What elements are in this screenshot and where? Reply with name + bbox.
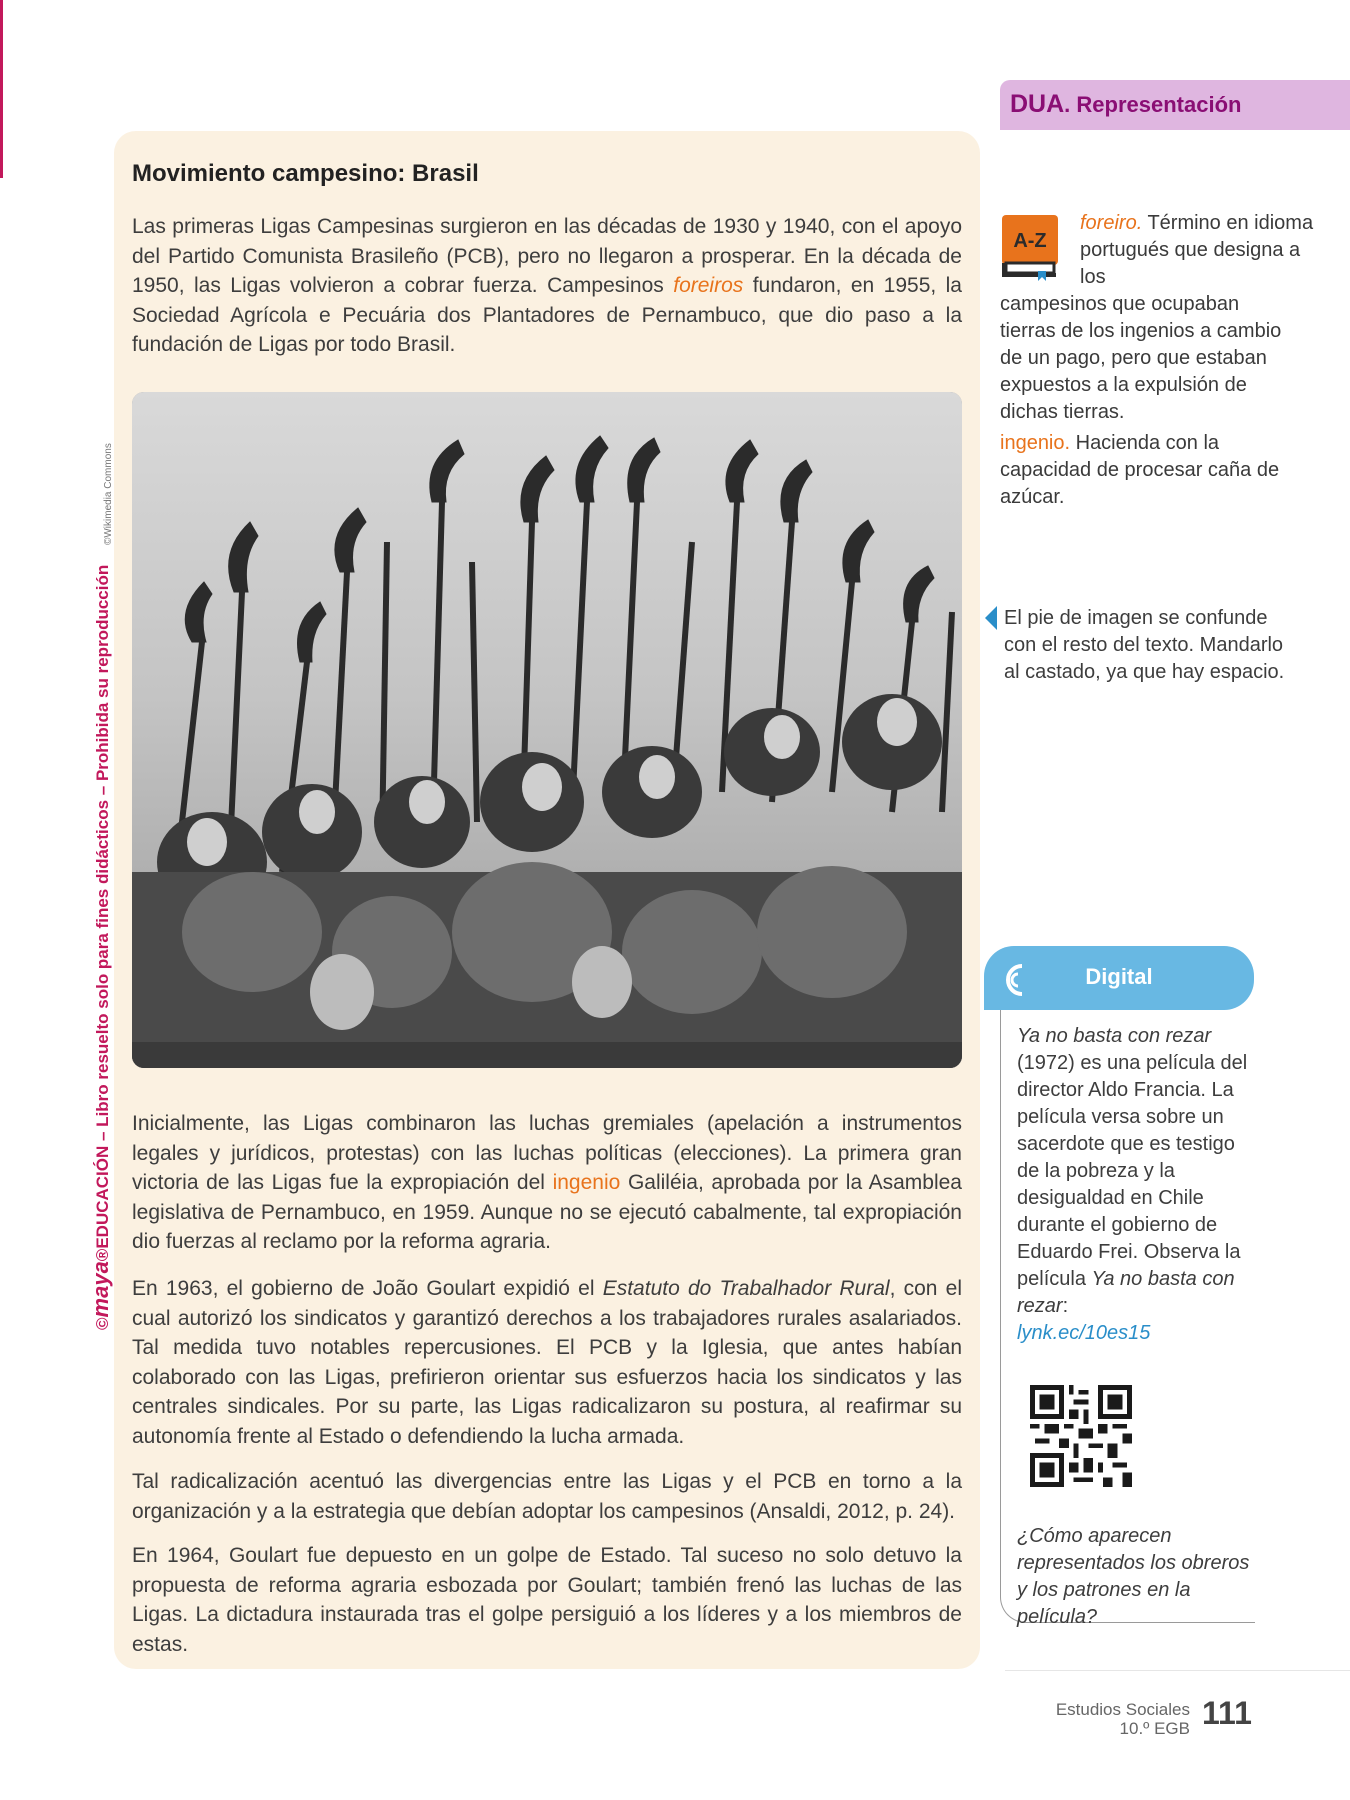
- footer-divider: [1005, 1670, 1350, 1671]
- digital-question: ¿Cómo aparecen representados los obreros y los patrones en la película?: [1017, 1525, 1250, 1628]
- copyright-notice: [88, 430, 113, 1330]
- glossary-definition-foreiro: campesinos que ocupaban tierras de los ingenios a cambio de un pago, pero que estaban expuestos a la expulsión de dichas tierras.: [1000, 293, 1282, 423]
- glossary-entry-ingenio: ingenio. Hacienda con la capacidad de procesar caña de azúcar.: [1000, 432, 1280, 508]
- dua-subtitle: . Representación: [1064, 92, 1242, 117]
- photo-credit: ©Wikimedia Commons: [103, 443, 114, 545]
- dua-banner: [1000, 80, 1350, 130]
- paragraph-2: Inicialmente, las Ligas combinaron las luchas gremiales (apelación a instrumentos legales y jurídicos, protestas) con las luchas políticas (elecciones). La primera gran victoria de las Ligas fue la expropiación del ingenio Galiléia, aprobada por la Asamblea legislativa de Pernambuco, en 1959. Aunque no se ejecutó cabalmente, tal expropiación dio fuerzas al reclamo por la reforma agraria.: [132, 1112, 962, 1253]
- section-title: Movimiento campesino: Brasil: [132, 160, 479, 187]
- rights-text: ®EDUCACIÓN – Libro resuelto solo para fines didácticos – Prohibida su reproducción: [93, 564, 112, 1262]
- brand-logo: maya: [88, 1261, 113, 1318]
- paragraph-3: En 1963, el gobierno de João Goulart expidió el Estatuto do Trabalhador Rural, con el cual autorizó los sindicatos y garantizó derechos a los trabajadores rurales asalariados. Tal medida tuvo notables repercusiones. El PCB y la Iglesia, que antes habían colaborado con las Ligas, prefirieron orientar sus esfuerzos hacia los sindicatos y las centrales sindicales. Por su parte, las Ligas radicalizaron su postura, al reafirmar su autonomía frente al Estado o defendiendo la lucha armada.: [132, 1277, 962, 1448]
- digital-description: Ya no basta con rezar (1972) es una película del director Aldo Francia. La película versa sobre un sacerdote que es testigo de la pobreza y la desigualdad en Chile durante el gobierno de Eduardo Frei. Observa la película Ya no basta con rezar: lynk.ec/10es15: [1017, 1025, 1248, 1344]
- glossary-entry-foreiro: foreiro. Término en idioma portugués que designa a los: [1080, 212, 1314, 288]
- note-pointer-icon: [985, 606, 997, 630]
- paragraph-4: Tal radicalización acentuó las divergencias entre las Ligas y el PCB en torno a la organización y a la estrategia que debían adoptar los campesinos (Ansaldi, 2012, p. 24).: [132, 1470, 962, 1523]
- paragraph-5: En 1964, Goulart fue depuesto en un golpe de Estado. Tal suceso no solo detuvo la propuesta de reforma agraria esbozada por Goulart; también frenó las luchas de las Ligas. La dictadura instaurada tras el golpe persiguió a los líderes y a los miembros de estas.: [132, 1544, 962, 1656]
- digital-title: Digital: [1085, 964, 1153, 989]
- glossary-term-ingenio[interactable]: ingenio: [552, 1171, 621, 1194]
- editor-note: El pie de imagen se confunde con el resto del texto. Mandarlo al castado, ya que hay espacio.: [1004, 607, 1285, 683]
- peasant-protest-photo: [132, 392, 962, 1068]
- svg-text:A-Z: A-Z: [1013, 230, 1047, 252]
- footer-grade: 10.º EGB: [1119, 1719, 1190, 1738]
- dua-title: DUA. Representación: [1010, 90, 1242, 118]
- digital-header: [984, 946, 1254, 1010]
- margin-rule: [0, 0, 3, 178]
- qr-code[interactable]: [1030, 1385, 1132, 1487]
- digital-link[interactable]: lynk.ec/10es15: [1017, 1322, 1151, 1344]
- glossary-term: ingenio.: [1000, 432, 1071, 454]
- dictionary-icon: [1000, 213, 1060, 283]
- footer-subject: Estudios Sociales 10.º EGB: [1055, 1700, 1190, 1738]
- glossary-term-foreiros[interactable]: foreiros: [673, 274, 744, 297]
- glossary-term: foreiro.: [1080, 212, 1143, 234]
- paragraph-1: Las primeras Ligas Campesinas surgieron en las décadas de 1930 y 1940, con el apoyo del Partido Comunista Brasileño (PCB), pero no llegaron a prosperar. En la década de 1950, las Ligas volvieron a cobrar fuerza. Campesinos foreiros fundaron, en 1955, la Sociedad Agrícola e Pecuária dos Plantadores de Pernambuco, que dio paso a la fundación de Ligas por todo Brasil.: [132, 215, 962, 356]
- copyright-symbol: ©: [93, 1317, 112, 1330]
- page-number: 111: [1202, 1695, 1252, 1731]
- statute-title: Estatuto do Trabalhador Rural: [602, 1277, 890, 1300]
